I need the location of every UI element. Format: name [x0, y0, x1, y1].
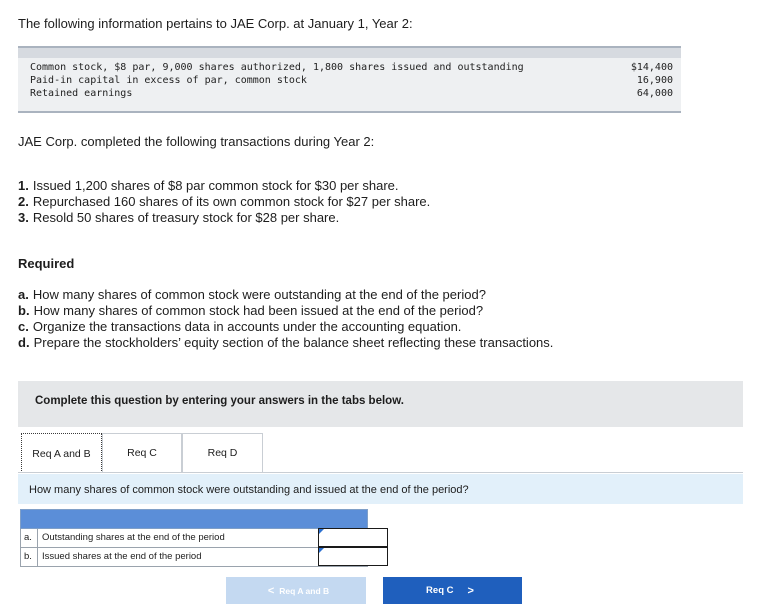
answer-table-header — [20, 509, 368, 529]
balance-amount: 16,900 — [636, 75, 673, 86]
prev-req-button[interactable] — [226, 577, 366, 604]
chevron-left-icon: < — [267, 584, 275, 597]
next-req-label: Req C — [426, 585, 454, 596]
requirement-item — [18, 335, 553, 350]
question-text: How many shares of common stock were outstanding and issued at the end of the period? — [29, 484, 469, 496]
prev-req-label: Req A and B — [279, 585, 330, 596]
requirement-letter: d. — [18, 335, 30, 350]
transaction-text: Repurchased 160 shares of its own common stock for $27 per share. — [32, 194, 431, 209]
transactions-intro: JAE Corp. completed the following transactions during Year 2: — [18, 134, 375, 149]
answer-label: Outstanding shares at the end of the period — [42, 532, 225, 543]
opening-balances-table — [18, 46, 681, 113]
balance-label: Common stock, $8 par, 9,000 shares authorized, 1,800 shares issued and outstanding — [30, 62, 524, 73]
table-row — [30, 62, 673, 75]
balance-label: Paid-in capital in excess of par, common stock — [30, 75, 307, 86]
requirement-text: How many shares of common stock had been issued at the end of the period? — [33, 303, 484, 318]
balance-label: Retained earnings — [30, 88, 133, 99]
instruction-banner — [18, 381, 743, 427]
requirement-text: Organize the transactions data in accounts under the accounting equation. — [32, 319, 462, 334]
balance-amount: 64,000 — [636, 88, 673, 99]
answer-label: Issued shares at the end of the period — [42, 551, 202, 562]
requirement-letter: b. — [18, 303, 30, 318]
transaction-item — [18, 194, 430, 209]
transaction-number: 1. — [18, 178, 29, 193]
requirement-letter: c. — [18, 319, 29, 334]
chevron-right-icon: > — [467, 584, 474, 597]
table-header-band — [18, 48, 681, 58]
transaction-text: Issued 1,200 shares of $8 par common stock for $30 per share. — [32, 178, 399, 193]
balance-amount: $14,400 — [630, 62, 673, 73]
answer-letter: a. — [21, 529, 38, 547]
table-row — [30, 88, 673, 101]
answer-letter: b. — [21, 548, 38, 566]
issued-shares-input[interactable] — [318, 547, 388, 566]
tab-divider — [18, 472, 743, 473]
transaction-item — [18, 178, 399, 193]
answer-row-issued — [20, 548, 368, 567]
tab-req-c[interactable]: Req C — [102, 433, 182, 473]
requirement-text: How many shares of common stock were outstanding at the end of the period? — [32, 287, 486, 302]
transaction-item — [18, 210, 339, 225]
requirement-item — [18, 319, 461, 334]
intro-text: The following information pertains to JAE Corp. at January 1, Year 2: — [18, 16, 413, 31]
transaction-text: Resold 50 shares of treasury stock for $28 per share. — [32, 210, 340, 225]
transaction-number: 3. — [18, 210, 29, 225]
answer-row-outstanding — [20, 529, 368, 548]
outstanding-shares-input[interactable] — [318, 528, 388, 547]
table-row — [30, 75, 673, 88]
transaction-number: 2. — [18, 194, 29, 209]
tab-req-a-and-b[interactable]: Req A and B — [21, 433, 102, 473]
requirement-text: Prepare the stockholders’ equity section of the balance sheet reflecting these transactions. — [33, 335, 554, 350]
next-req-button[interactable] — [383, 577, 522, 604]
required-heading: Required — [18, 256, 75, 271]
requirement-item — [18, 287, 486, 302]
requirement-letter: a. — [18, 287, 29, 302]
tab-req-d[interactable]: Req D — [182, 433, 263, 473]
requirement-item — [18, 303, 483, 318]
instruction-text: Complete this question by entering your answers in the tabs below. — [35, 395, 404, 407]
question-bar — [18, 474, 743, 504]
